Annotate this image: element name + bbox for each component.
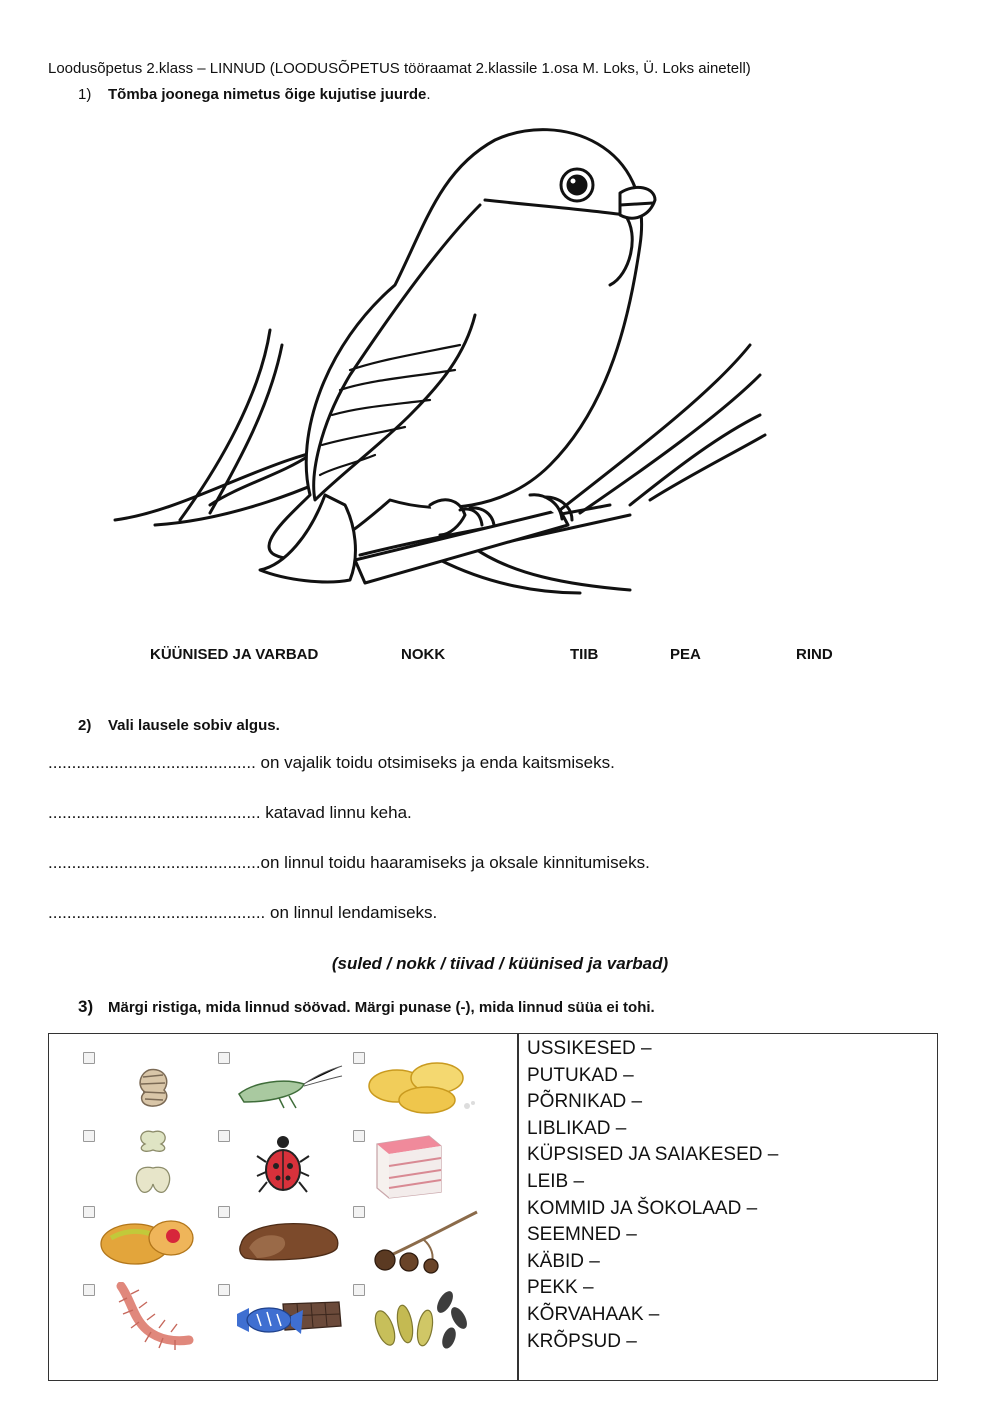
checkbox-cake[interactable] bbox=[353, 1130, 365, 1142]
label-head[interactable]: PEA bbox=[670, 646, 701, 663]
grasshopper-icon bbox=[234, 1064, 344, 1110]
table-divider bbox=[517, 1034, 519, 1380]
seeds-icon bbox=[369, 1284, 481, 1354]
sentence-3[interactable]: .............................................on linnul toidu haaramiseks ja oksale kinnitumiseks. bbox=[48, 853, 650, 872]
list-item[interactable]: LIBLIKAD – bbox=[527, 1117, 627, 1139]
pastry-icon bbox=[99, 1214, 197, 1268]
label-claws-and-toes[interactable]: KÜÜNISED JA VARBAD bbox=[150, 646, 319, 663]
list-item[interactable]: PUTUKAD – bbox=[527, 1064, 634, 1086]
beetle-icon bbox=[255, 1132, 311, 1200]
list-item[interactable]: KÄBID – bbox=[527, 1250, 600, 1272]
sentence-1[interactable]: ............................................ on vajalik toidu otsimiseks ja enda kaitsmiseks. bbox=[48, 753, 615, 772]
task1-number: 1) bbox=[78, 86, 92, 103]
task1-heading bbox=[78, 86, 431, 103]
checkbox-grasshopper[interactable] bbox=[218, 1052, 230, 1064]
task3-number: 3) bbox=[78, 997, 94, 1016]
list-item[interactable]: USSIKESED – bbox=[527, 1038, 652, 1059]
list-item[interactable]: KÜPSISED JA SAIAKESED – bbox=[527, 1144, 779, 1166]
label-beak[interactable]: NOKK bbox=[401, 646, 446, 663]
list-item[interactable]: KOMMID JA ŠOKOLAAD – bbox=[527, 1197, 758, 1219]
checkbox-candy[interactable] bbox=[218, 1284, 230, 1296]
sentence-4[interactable]: .............................................. on linnul lendamiseks. bbox=[48, 903, 438, 922]
task2-heading bbox=[78, 717, 280, 734]
bird-illustration bbox=[110, 115, 790, 595]
checkbox-cones[interactable] bbox=[353, 1206, 365, 1218]
food-table bbox=[48, 1033, 938, 1381]
cake-icon bbox=[373, 1130, 445, 1200]
checkbox-bread[interactable] bbox=[218, 1206, 230, 1218]
checkbox-centipede[interactable] bbox=[83, 1284, 95, 1296]
checkbox-pastry[interactable] bbox=[83, 1206, 95, 1218]
list-item[interactable]: KRÕPSUD – bbox=[527, 1330, 637, 1352]
checkbox-butterfly[interactable] bbox=[83, 1130, 95, 1142]
worksheet-header: Loodusõpetus 2.klass – LINNUD (LOODUSÕPETUS tööraamat 2.klassile 1.osa M. Loks, Ü. Loks ainetell) bbox=[48, 60, 751, 77]
task3-text: Märgi ristiga, mida linnud söövad. Märgi punase (-), mida linnud süüa ei tohi. bbox=[108, 999, 655, 1016]
chips-icon bbox=[367, 1056, 482, 1116]
worm-icon bbox=[129, 1062, 179, 1112]
label-wing[interactable]: TIIB bbox=[570, 646, 599, 663]
list-item[interactable]: SEEMNED – bbox=[527, 1224, 637, 1246]
task3-heading bbox=[78, 997, 655, 1017]
candy-chocolate-icon bbox=[235, 1296, 345, 1342]
checkbox-seeds[interactable] bbox=[353, 1284, 365, 1296]
centipede-icon bbox=[113, 1282, 195, 1352]
checkbox-worm[interactable] bbox=[83, 1052, 95, 1064]
word-options: (suled / nokk / tiivad / küünised ja varbad) bbox=[331, 954, 669, 973]
sentence-2[interactable]: ............................................. katavad linnu keha. bbox=[48, 803, 412, 822]
list-item[interactable]: LEIB – bbox=[527, 1170, 585, 1192]
task2-text: Vali lausele sobiv algus. bbox=[108, 717, 280, 734]
list-item[interactable]: PÕRNIKAD – bbox=[527, 1091, 643, 1113]
cones-icon bbox=[369, 1206, 481, 1276]
checkbox-chips[interactable] bbox=[353, 1052, 365, 1064]
task1-text: Tõmba joonega nimetus õige kujutise juurde bbox=[108, 86, 427, 103]
bread-icon bbox=[235, 1218, 343, 1264]
list-item[interactable]: KÕRVAHAAK – bbox=[527, 1303, 660, 1325]
butterfly-icon bbox=[131, 1126, 175, 1204]
list-item[interactable]: PEKK – bbox=[527, 1277, 594, 1299]
task2-number: 2) bbox=[78, 717, 92, 734]
part-labels-row bbox=[0, 646, 1000, 670]
task1-period: . bbox=[426, 86, 431, 103]
label-breast[interactable]: RIND bbox=[796, 646, 833, 663]
checkbox-beetle[interactable] bbox=[218, 1130, 230, 1142]
food-list bbox=[527, 1036, 778, 1355]
